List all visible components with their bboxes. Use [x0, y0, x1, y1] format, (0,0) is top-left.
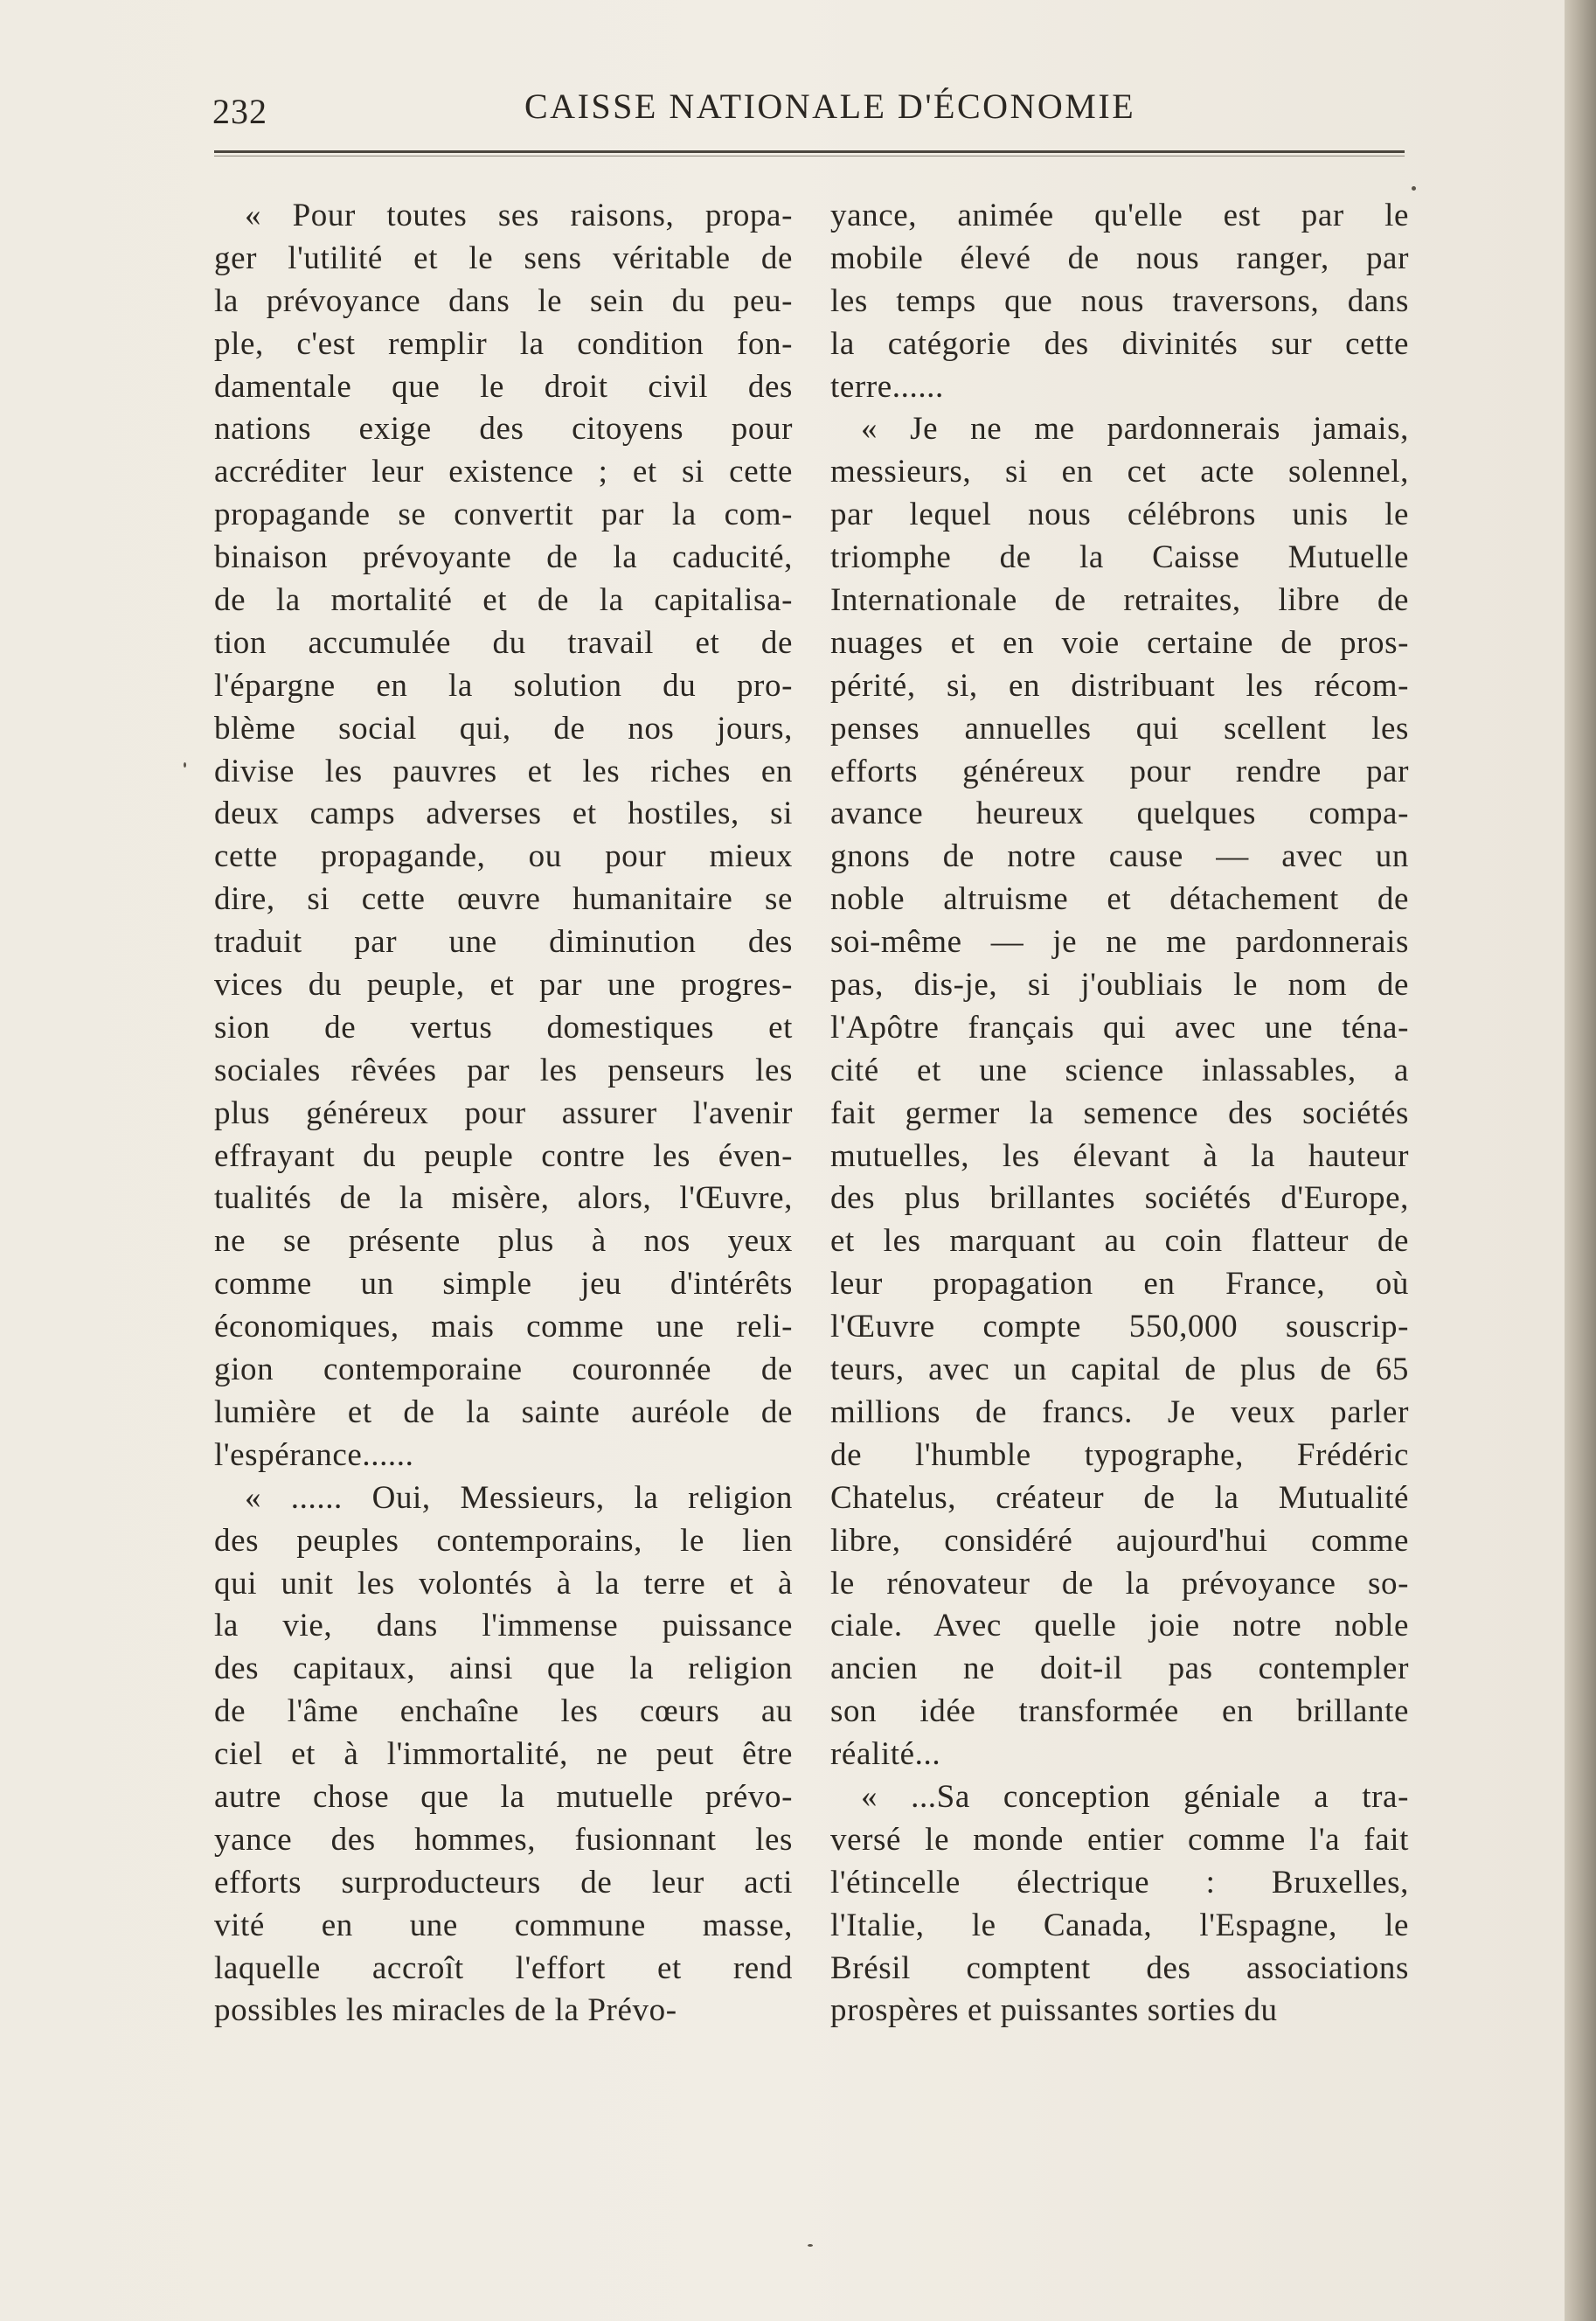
right-column-line: yance, animée qu'elle est par le — [830, 198, 1409, 233]
left-column-line: sociales rêvées par les penseurs les — [214, 1052, 793, 1088]
right-column-line: et les marquant au coin flatteur de — [830, 1223, 1409, 1260]
right-column-line: millions de francs. Je veux parler — [830, 1393, 1409, 1430]
ink-speck — [808, 2244, 813, 2247]
right-column-line: ancien ne doit-il pas contempler — [830, 1650, 1409, 1687]
right-column-line: noble altruisme et détachement de — [830, 881, 1409, 918]
right-column-line: le rénovateur de la prévoyance so- — [830, 1565, 1409, 1602]
left-column-line: ciel et à l'immortalité, ne peut être — [214, 1736, 793, 1773]
right-column-line: mobile élevé de nous ranger, par — [830, 240, 1409, 276]
left-column-line: de la mortalité et de la capitalisa- — [214, 582, 793, 619]
left-column-line: laquelle accroît l'effort et rend — [214, 1949, 793, 1986]
right-column-line: prospères et puissantes sorties du — [830, 1992, 1278, 2029]
header-rule — [214, 150, 1405, 153]
left-column-line: la vie, dans l'immense puissance — [214, 1608, 793, 1644]
left-column-line: traduit par une diminution des — [214, 924, 793, 961]
right-column-line: Brésil comptent des associations — [830, 1949, 1409, 1986]
right-column-line: l'Apôtre français qui avec une téna- — [830, 1009, 1409, 1046]
right-column-line: nuages et en voie certaine de pros- — [830, 624, 1409, 661]
running-head: CAISSE NATIONALE D'ÉCONOMIE — [524, 87, 1136, 126]
left-column-line: « ...... Oui, Messieurs, la religion — [245, 1479, 793, 1516]
left-column-line: autre chose que la mutuelle prévo- — [214, 1778, 793, 1815]
right-column-line: son idée transformée en brillante — [830, 1693, 1409, 1730]
left-column-line: deux camps adverses et hostiles, si — [214, 796, 793, 832]
right-column-line: efforts généreux pour rendre par — [830, 753, 1409, 789]
left-column-line: sion de vertus domestiques et — [214, 1009, 793, 1046]
left-column-line: plus généreux pour assurer l'avenir — [214, 1094, 793, 1131]
right-column-line: de l'humble typographe, Frédéric — [830, 1436, 1409, 1473]
left-column-line: des peuples contemporains, le lien — [214, 1522, 793, 1559]
left-column-line: divise les pauvres et les riches en — [214, 753, 793, 789]
right-column-line: gnons de notre cause — avec un — [830, 838, 1409, 875]
ink-speck — [184, 762, 186, 768]
right-column-line: l'Italie, le Canada, l'Espagne, le — [830, 1907, 1409, 1943]
right-column-line: versé le monde entier comme l'a fait — [830, 1821, 1409, 1858]
left-column-line: gion contemporaine couronnée de — [214, 1352, 793, 1388]
right-column-line: « Je ne me pardonnerais jamais, — [861, 411, 1409, 448]
right-column-line: mutuelles, les élevant à la hauteur — [830, 1137, 1409, 1174]
left-column-line: vité en une commune masse, — [214, 1907, 793, 1943]
left-column-line: la prévoyance dans le sein du peu- — [214, 282, 793, 319]
left-column-line: binaison prévoyante de la caducité, — [214, 539, 793, 576]
left-column-line: tion accumulée du travail et de — [214, 624, 793, 661]
left-column-line: yance des hommes, fusionnant les — [214, 1821, 793, 1858]
right-column-line: les temps que nous traversons, dans — [830, 282, 1409, 319]
left-column-line: ne se présente plus à nos yeux — [214, 1223, 793, 1260]
right-column-line: leur propagation en France, où — [830, 1266, 1409, 1303]
left-column-line: dire, si cette œuvre humanitaire se — [214, 881, 793, 918]
left-column-line: comme un simple jeu d'intérêts — [214, 1266, 793, 1303]
right-column-line: l'Œuvre compte 550,000 souscrip- — [830, 1309, 1409, 1345]
left-column-line: ple, c'est remplir la condition fon- — [214, 325, 793, 362]
right-column-line: ciale. Avec quelle joie notre noble — [830, 1608, 1409, 1644]
left-column-line: de l'âme enchaîne les cœurs au — [214, 1693, 793, 1730]
left-column-line: économiques, mais comme une reli- — [214, 1309, 793, 1345]
left-column-line: possibles les miracles de la Prévo- — [214, 1992, 677, 2029]
left-column-line: damentale que le droit civil des — [214, 368, 793, 405]
right-column-line: périté, si, en distribuant les récom- — [830, 667, 1409, 704]
right-column-line: penses annuelles qui scellent les — [830, 710, 1409, 747]
right-column-line: par lequel nous célébrons unis le — [830, 497, 1409, 533]
page-gutter-shadow — [1565, 0, 1596, 2321]
right-column-line: la catégorie des divinités sur cette — [830, 325, 1409, 362]
left-column-line: l'espérance...... — [214, 1436, 414, 1473]
left-column-line: vices du peuple, et par une progres- — [214, 967, 793, 1004]
left-column-line: cette propagande, ou pour mieux — [214, 838, 793, 875]
right-column-line: l'étincelle électrique : Bruxelles, — [830, 1864, 1409, 1901]
left-column-line: des capitaux, ainsi que la religion — [214, 1650, 793, 1687]
left-column-line: blème social qui, de nos jours, — [214, 710, 793, 747]
left-column-line: efforts surproducteurs de leur acti — [214, 1864, 793, 1901]
left-column-line: accréditer leur existence ; et si cette — [214, 454, 793, 490]
right-column-line: triomphe de la Caisse Mutuelle — [830, 539, 1409, 576]
left-column-line: « Pour toutes ses raisons, propa- — [245, 198, 793, 233]
left-column-line: tualités de la misère, alors, l'Œuvre, — [214, 1180, 793, 1217]
ink-speck — [1412, 186, 1416, 191]
left-column-line: qui unit les volontés à la terre et à — [214, 1565, 793, 1602]
right-column-line: pas, dis-je, si j'oubliais le nom de — [830, 967, 1409, 1004]
page-number: 232 — [212, 92, 267, 131]
left-column-line: propagande se convertit par la com- — [214, 497, 793, 533]
right-column-line: Chatelus, créateur de la Mutualité — [830, 1479, 1409, 1516]
right-column-line: messieurs, si en cet acte solennel, — [830, 454, 1409, 490]
left-column-line: l'épargne en la solution du pro- — [214, 667, 793, 704]
right-column-line: avance heureux quelques compa- — [830, 796, 1409, 832]
right-column-line: Internationale de retraites, libre de — [830, 582, 1409, 619]
left-column-line: nations exige des citoyens pour — [214, 411, 793, 448]
right-column-line: soi-même — je ne me pardonnerais — [830, 924, 1409, 961]
right-column-line: terre...... — [830, 368, 944, 405]
right-column-line: teurs, avec un capital de plus de 65 — [830, 1352, 1409, 1388]
right-column-line: « ...Sa conception géniale a tra- — [861, 1778, 1409, 1815]
left-column — [214, 195, 793, 2033]
right-column — [830, 195, 1409, 2033]
right-column-line: fait germer la semence des sociétés — [830, 1094, 1409, 1131]
right-column-line: libre, considéré aujourd'hui comme — [830, 1522, 1409, 1559]
right-column-line: des plus brillantes sociétés d'Europe, — [830, 1180, 1409, 1217]
right-column-line: cité et une science inlassables, a — [830, 1052, 1409, 1088]
left-column-line: effrayant du peuple contre les éven- — [214, 1137, 793, 1174]
left-column-line: ger l'utilité et le sens véritable de — [214, 240, 793, 276]
left-column-line: lumière et de la sainte auréole de — [214, 1393, 793, 1430]
page-header — [0, 86, 1486, 138]
right-column-line: réalité... — [830, 1736, 941, 1773]
